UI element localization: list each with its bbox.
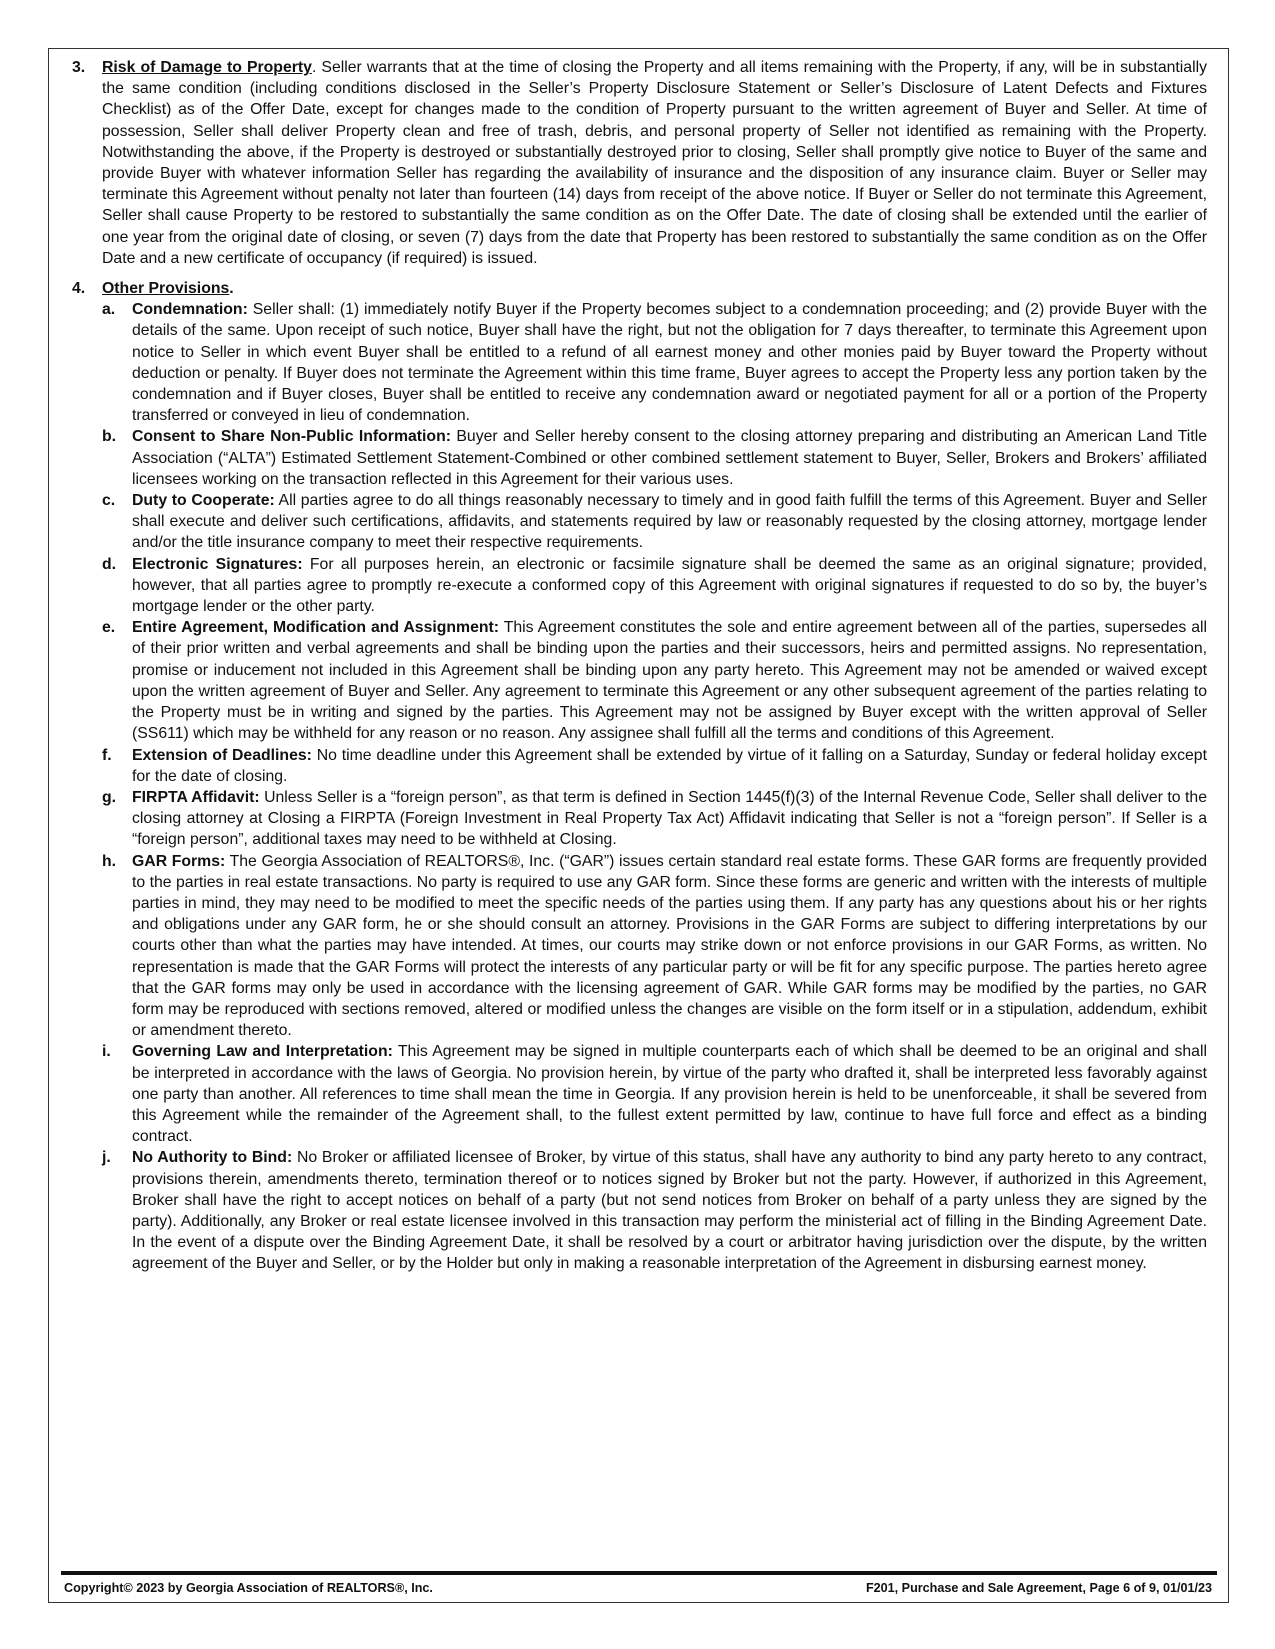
form-page-id: F201, Purchase and Sale Agreement, Page 6 of 9, 01/01/23 <box>865 1581 1212 1595</box>
provision-title: GAR Forms: <box>132 852 226 870</box>
provision-letter: e. <box>102 619 116 637</box>
provision-title: FIRPTA Affidavit: <box>132 788 260 806</box>
provision-letter: a. <box>102 301 116 319</box>
document-body <box>72 57 1207 1275</box>
section-title-punct: . <box>229 280 234 298</box>
provision-body <box>132 787 1207 851</box>
section-number: 4. <box>72 280 86 298</box>
provision-title: Condemnation: <box>132 301 248 319</box>
provision-body <box>132 490 1207 554</box>
provision-letter: h. <box>102 852 117 870</box>
provision-c <box>102 490 1207 554</box>
provision-g <box>102 787 1207 851</box>
provision-d <box>102 554 1207 618</box>
provision-title: Entire Agreement, Modification and Assignment: <box>132 619 500 637</box>
provision-letter: j. <box>102 1149 111 1167</box>
copyright-notice: Copyright© 2023 by Georgia Association of REALTORS®, Inc. <box>64 1581 433 1595</box>
provision-letter: b. <box>102 428 117 446</box>
provision-letter: c. <box>102 492 116 510</box>
provision-f <box>102 745 1207 787</box>
provision-text: No Broker or affiliated licensee of Broker, by virtue of this status, shall have any authority to bind any party hereto to any contract, provisions therein, amendments thereto, termination thereof or to notices signed by Broker but not the party. However, if authorized in this Agreement, Broker shall have the right to accept notices on behalf of a party (but not send notices from Broker on behalf of a party unless they are signed by the party). Additionally, any Broker or real estate licensee involved in this transaction may perform the ministerial act of filling in the Binding Agreement Date. In the event of a dispute over the Binding Agreement Date, it shall be resolved by a court or arbitrator having jurisdiction over the dispute, by the written agreement of the Buyer and Seller, or by the Holder but only in making a reasonable interpretation of the Agreement in disbursing earnest money. <box>132 1149 1207 1273</box>
section-text: Seller warrants that at the time of closing the Property and all items remaining with the Property, if any, will be in substantially the same condition (including conditions disclosed in the Seller’s Property Disclosure Statement or Seller’s Disclosure of Latent Defects and Fixtures Checklist) as of the Offer Date, except for changes made to the condition of Property pursuant to the written agreement of Buyer and Seller. At time of possession, Seller shall deliver Property clean and free of trash, debris, and personal property of Seller not identified as remaining with the Property. Notwithstanding the above, if the Property is destroyed or substantially destroyed prior to closing, Seller shall promptly give notice to Buyer of the same and provide Buyer with whatever information Seller has regarding the availability of insurance and the disposition of any insurance claim. Buyer or Seller may terminate this Agreement without penalty not later than fourteen (14) days from receipt of the above notice. If Buyer or Seller do not terminate this Agreement, Seller shall cause Property to be restored to substantially the same condition as on the Offer Date. The date of closing shall be extended until the earlier of one year from the original date of closing, or seven (7) days from the date that Property has been restored to substantially the same condition as on the Offer Date and a new certificate of occupancy (if required) is issued. <box>102 59 1207 267</box>
provision-text: This Agreement may be signed in multiple counterparts each of which shall be deemed to be an original and shall be interpreted in accordance with the laws of Georgia. No provision herein, by virtue of the party who drafted it, shall be interpreted less favorably against one party than another. All references to time shall mean the time in Georgia. If any provision herein is held to be unenforceable, it shall be severed from this Agreement while the remainder of the Agreement shall, to the fullest extent permitted by law, continue to have full force and effect as a binding contract. <box>132 1043 1207 1146</box>
provision-text: Buyer and Seller hereby consent to the closing attorney preparing and distributing an American Land Title Association (“ALTA”) Estimated Settlement Statement-Combined or other combined settlement statement to Buyer, Seller, Brokers and Brokers’ affiliated licensees working on the transaction reflected in this Agreement for their various uses. <box>132 428 1207 488</box>
provision-e <box>102 617 1207 744</box>
provision-i <box>102 1041 1207 1147</box>
page-footer <box>64 1581 1212 1595</box>
provision-letter: f. <box>102 746 112 764</box>
provision-title: Extension of Deadlines: <box>132 746 312 764</box>
provision-text: Seller shall: (1) immediately notify Buyer if the Property becomes subject to a condemnation proceeding; and (2) provide Buyer with the details of the same. Upon receipt of such notice, Buyer shall have the right, but not the obligation for 7 days thereafter, to terminate this Agreement upon notice to Seller in which event Buyer shall be entitled to a refund of all earnest money and other monies paid by Buyer toward the Property without deduction or penalty. If Buyer does not terminate the Agreement within this time frame, Buyer agrees to accept the Property less any portion taken by the condemnation and if Buyer closes, Buyer shall be entitled to receive any condemnation award or negotiated payment for all or a portion of the Property transferred or conveyed in lieu of condemnation. <box>132 301 1207 425</box>
provision-list <box>72 299 1207 1274</box>
provision-text: This Agreement constitutes the sole and entire agreement between all of the parties, supersedes all of their prior written and verbal agreements and shall be binding upon the parties and their successors, heirs and permitted assigns. No representation, promise or inducement not included in this Agreement shall be binding upon any party hereto. This Agreement may not be amended or waived except upon the written agreement of Buyer and Seller. Any agreement to terminate this Agreement or any other subsequent agreement of the parties relating to the Property must be in writing and signed by the parties. This Agreement may not be assigned by Buyer except with the written approval of Seller (SS611) which may be withheld for any reason or no reason. Any assignee shall fulfill all the terms and conditions of this Agreement. <box>132 619 1208 743</box>
provision-text: The Georgia Association of REALTORS®, Inc. (“GAR”) issues certain standard real estate forms. These GAR forms are frequently provided to the parties in real estate transactions. No party is required to use any GAR form. Since these forms are generic and written with the interests of multiple parties in mind, they may need to be modified to meet the specific needs of the parties using them. If any party has any questions about his or her rights and obligations under any GAR form, he or she should consult an attorney. Provisions in the GAR Forms are subject to differing interpretations by our courts other than what the parties may have intended. At times, our courts may strike down or not enforce provisions in our GAR Forms, as written. No representation is made that the GAR Forms will protect the interests of any particular party or will be fit for any specific purpose. The parties hereto agree that the GAR forms may only be used in accordance with the licensing agreement of GAR. While GAR forms may be modified by the parties, no GAR form may be reproduced with sections removed, altered or modified unless the changes are visible on the form itself or in a stipulation, addendum, exhibit or amendment thereto. <box>132 852 1208 1040</box>
section-title: Risk of Damage to Property <box>102 59 312 76</box>
section-number: 3. <box>72 59 86 76</box>
provision-body <box>132 1041 1207 1147</box>
section-3 <box>72 57 1207 269</box>
provision-text: All parties agree to do all things reasonably necessary to timely and in good faith fulfill the terms of this Agreement. Buyer and Seller shall execute and deliver such certifications, affidavits, and statements required by law or reasonably requested by the closing attorney, mortgage lender and/or the title insurance company to meet their respective requirements. <box>132 492 1207 552</box>
provision-body <box>132 426 1207 490</box>
provision-title: No Authority to Bind: <box>132 1149 293 1167</box>
provision-h <box>102 851 1207 1042</box>
provision-letter: d. <box>102 555 117 573</box>
provision-a <box>102 299 1207 426</box>
provision-body <box>132 1147 1207 1274</box>
provision-body <box>132 851 1207 1042</box>
section-body <box>102 278 1207 299</box>
provision-title: Governing Law and Interpretation: <box>132 1043 393 1061</box>
provision-text: Unless Seller is a “foreign person”, as that term is defined in Section 1445(f)(3) of the Internal Revenue Code, Seller shall deliver to the closing attorney at Closing a FIRPTA (Foreign Investment in Real Property Tax Act) Affidavit indicating that Seller is not a “foreign person”. If Seller is a “foreign person”, additional taxes may need to be withheld at Closing. <box>132 788 1207 849</box>
provision-text: No time deadline under this Agreement shall be extended by virtue of it falling on a Saturday, Sunday or federal holiday except for the date of closing. <box>132 746 1207 785</box>
provision-title: Consent to Share Non-Public Information: <box>132 428 451 446</box>
footer-rule <box>61 1571 1217 1575</box>
section-body <box>102 57 1207 269</box>
provision-body <box>132 299 1207 426</box>
provision-body <box>132 617 1207 744</box>
section-4 <box>72 278 1207 299</box>
provision-body <box>132 554 1207 618</box>
section-title-punct: . <box>311 59 322 76</box>
provision-title: Electronic Signatures: <box>132 555 303 573</box>
provision-title: Duty to Cooperate: <box>132 492 275 510</box>
provision-letter: g. <box>102 788 117 806</box>
provision-letter: i. <box>102 1043 111 1061</box>
provision-body <box>132 745 1207 787</box>
provision-text: For all purposes herein, an electronic or facsimile signature shall be deemed the same as an original signature; provided, however, that all parties agree to promptly re-execute a conformed copy of this Agreement with original signatures if requested to do so by, the buyer’s mortgage lender or the other party. <box>132 555 1207 616</box>
provision-b <box>102 426 1207 490</box>
section-title: Other Provisions <box>102 280 230 298</box>
provision-j <box>102 1147 1207 1274</box>
